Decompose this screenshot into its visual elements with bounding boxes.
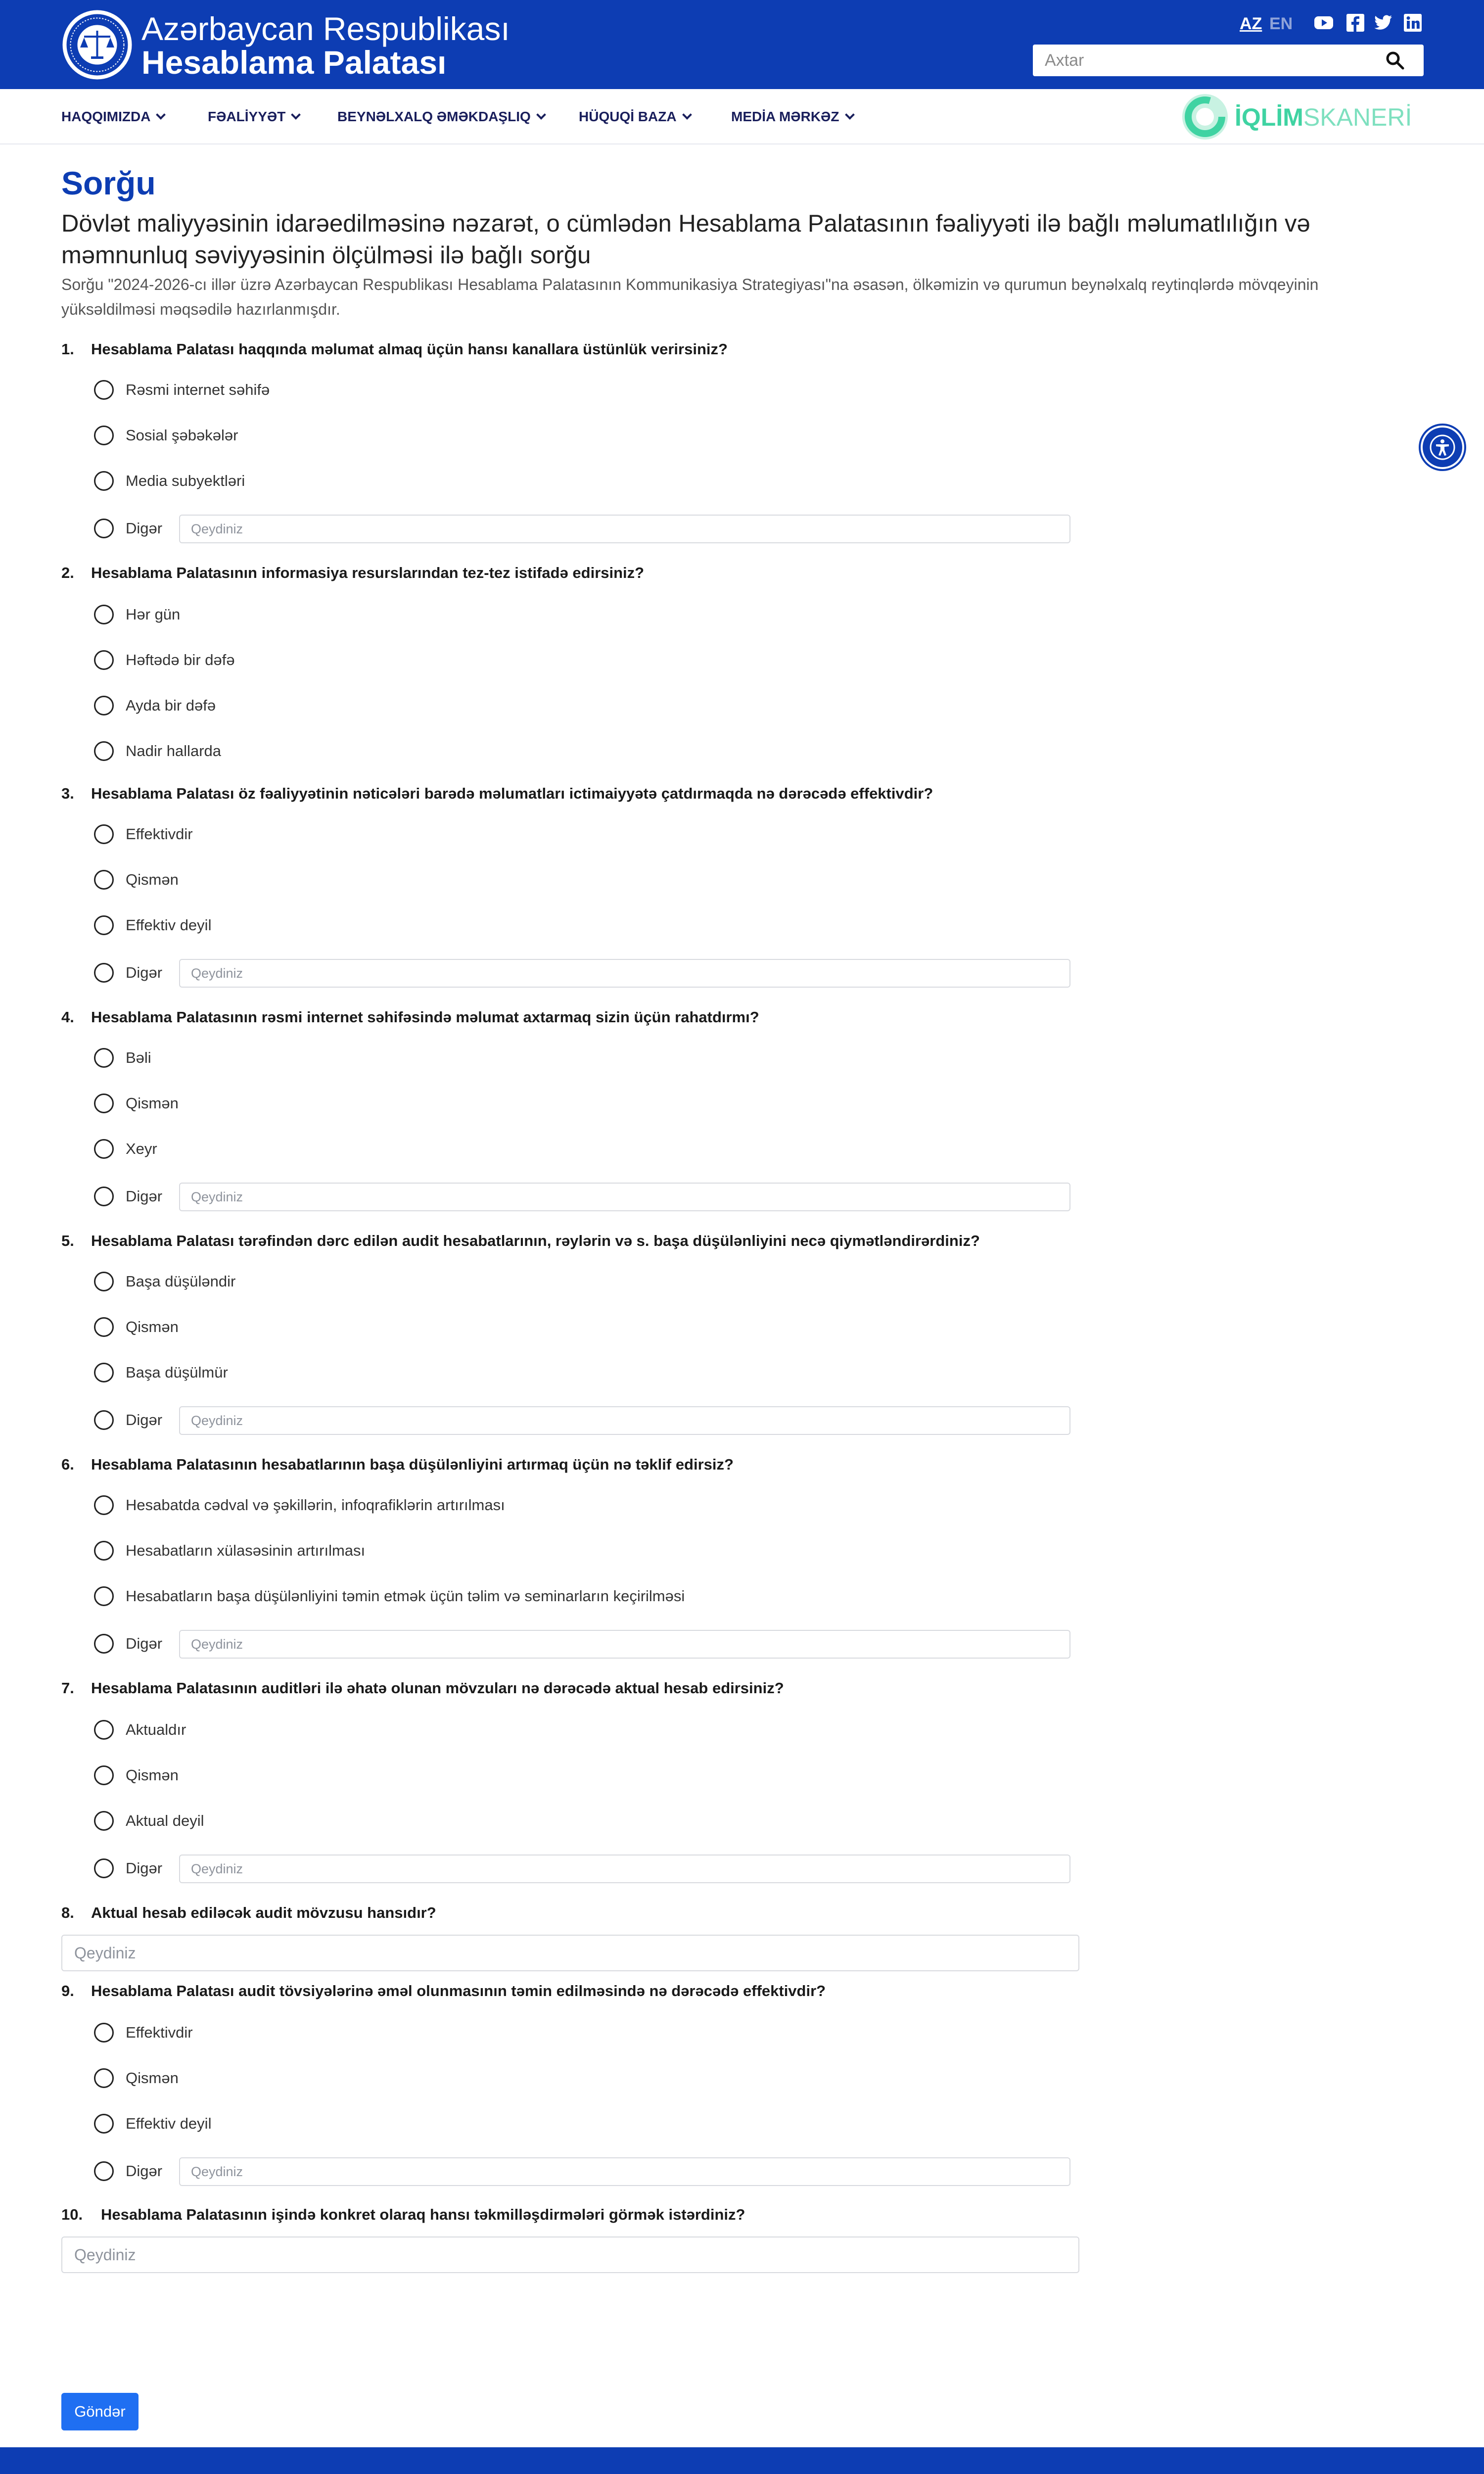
option-label: Xeyr xyxy=(126,1140,157,1157)
option-q9-3[interactable] xyxy=(94,2113,211,2135)
radio-button[interactable] xyxy=(94,1410,114,1430)
option-q5-3[interactable] xyxy=(94,1362,228,1383)
radio-button[interactable] xyxy=(94,1363,114,1382)
option-q1-3[interactable] xyxy=(94,470,245,492)
survey-subtitle: Dövlət maliyyəsinin idarəedilməsinə nəzarət, o cümlədən Hesablama Palatasının fəaliyyəti ilə bağlı məlumatlılığın və məmnunluq səviyyəsinin ölçülməsi ilə bağlı sorğu xyxy=(61,210,1310,269)
option-label: Qismən xyxy=(126,2069,179,2087)
question-text: Hesablama Palatasının informasiya resurslarından tez-tez istifadə edirsiniz? xyxy=(91,564,645,581)
radio-button[interactable] xyxy=(94,1720,114,1740)
option-label: Digər xyxy=(126,1188,163,1205)
iqlim-word-bold: İQLİM xyxy=(1235,103,1303,131)
question-number: 7. xyxy=(61,1679,74,1697)
chevron-down-icon xyxy=(845,110,855,120)
question-number: 8. xyxy=(61,1904,74,1921)
note-input-q6[interactable] xyxy=(179,1630,1070,1659)
iqlim-skaneri-banner[interactable] xyxy=(1179,91,1412,143)
option-q5-2[interactable] xyxy=(94,1316,179,1338)
language-az[interactable]: AZ xyxy=(1240,14,1262,33)
option-q4-other[interactable] xyxy=(94,1186,162,1207)
option-q2-1[interactable] xyxy=(94,604,180,625)
option-label: Digər xyxy=(126,1411,163,1428)
twitter-icon[interactable] xyxy=(1373,13,1393,33)
option-q9-2[interactable] xyxy=(94,2067,179,2089)
nav-item-label: MEDİA MƏRKƏZ xyxy=(731,109,839,124)
nav-item-label: BEYNƏLXALQ ƏMƏKDAŞLIQ xyxy=(337,109,531,124)
option-label: Media subyektləri xyxy=(126,472,245,489)
question-9 xyxy=(61,1981,826,2001)
radio-button[interactable] xyxy=(94,1317,114,1337)
option-q6-other[interactable] xyxy=(94,1633,162,1655)
option-label: Digər xyxy=(126,2162,163,2180)
youtube-icon[interactable] xyxy=(1314,13,1334,33)
question-number: 5. xyxy=(61,1232,74,1249)
radio-button[interactable] xyxy=(94,605,114,624)
nav-item-haqqimizda[interactable] xyxy=(61,107,164,127)
search-input[interactable] xyxy=(1045,45,1386,76)
option-q3-2[interactable] xyxy=(94,869,179,891)
note-input-q4[interactable] xyxy=(179,1183,1070,1211)
radio-button[interactable] xyxy=(94,1187,114,1206)
option-q9-1[interactable] xyxy=(94,2022,193,2044)
option-label: Digər xyxy=(126,1635,163,1652)
chevron-down-icon xyxy=(156,110,166,120)
question-number: 6. xyxy=(61,1456,74,1473)
radio-button[interactable] xyxy=(94,2161,114,2181)
option-label: Qismən xyxy=(126,871,179,888)
option-q4-2[interactable] xyxy=(94,1093,179,1114)
question-3 xyxy=(61,784,933,804)
submit-button[interactable]: Göndər xyxy=(61,2393,139,2430)
question-number: 1. xyxy=(61,340,74,358)
option-label: Rəsmi internet səhifə xyxy=(126,381,270,398)
option-label: Hesabatların başa düşülənliyini təmin etmək üçün təlim və seminarların keçirilməsi xyxy=(126,1587,685,1605)
chevron-down-icon xyxy=(536,110,546,120)
option-label: Qismən xyxy=(126,1766,179,1784)
brand-name-line2[interactable]: Hesablama Palatası xyxy=(141,44,447,81)
nav-item-beynelxalq[interactable] xyxy=(337,107,545,127)
option-label: Aktual deyil xyxy=(126,1812,204,1829)
chevron-down-icon xyxy=(291,110,301,120)
radio-button[interactable] xyxy=(94,1272,114,1291)
option-label: Sosial şəbəkələr xyxy=(126,427,238,444)
nav-item-label: FƏALİYYƏT xyxy=(208,109,286,124)
radio-button[interactable] xyxy=(94,471,114,491)
radio-button[interactable] xyxy=(94,380,114,400)
language-en[interactable]: EN xyxy=(1269,14,1293,33)
radio-button[interactable] xyxy=(94,1634,114,1654)
question-8 xyxy=(61,1903,436,1923)
question-7 xyxy=(61,1678,784,1698)
option-q7-3[interactable] xyxy=(94,1810,204,1832)
option-label: Effektiv deyil xyxy=(126,2115,212,2132)
question-number: 10. xyxy=(61,2206,83,2223)
question-text: Aktual hesab ediləcək audit mövzusu hansıdır? xyxy=(91,1904,436,1921)
search-box xyxy=(1033,45,1424,76)
option-q6-2[interactable] xyxy=(94,1540,365,1562)
question-text: Hesablama Palatası haqqında məlumat almaq üçün hansı kanallara üstünlük verirsiniz? xyxy=(91,340,728,358)
radio-button[interactable] xyxy=(94,915,114,935)
question-number: 4. xyxy=(61,1008,74,1026)
radio-button[interactable] xyxy=(94,2023,114,2043)
option-q1-2[interactable] xyxy=(94,425,238,446)
radio-button[interactable] xyxy=(94,696,114,715)
question-6 xyxy=(61,1455,734,1475)
option-label: Başa düşüləndir xyxy=(126,1273,236,1290)
option-q7-2[interactable] xyxy=(94,1764,179,1786)
option-q1-1[interactable] xyxy=(94,379,270,401)
option-label: Hesabatların xülasəsinin artırılması xyxy=(126,1542,366,1559)
question-10 xyxy=(61,2205,745,2225)
option-q3-3[interactable] xyxy=(94,914,211,936)
radio-button[interactable] xyxy=(94,1139,114,1159)
iqlim-ring-icon xyxy=(1179,91,1231,143)
nav-item-label: HÜQUQİ BAZA xyxy=(579,109,677,124)
option-label: Digər xyxy=(126,1859,163,1877)
question-text: Hesablama Palatasının rəsmi internet səhifəsində məlumat axtarmaq sizin üçün rahatdırmı? xyxy=(91,1008,759,1026)
option-label: Effektivdir xyxy=(126,2024,193,2041)
radio-button[interactable] xyxy=(94,1811,114,1831)
option-q2-2[interactable] xyxy=(94,649,235,671)
radio-button[interactable] xyxy=(94,519,114,538)
radio-button[interactable] xyxy=(94,650,114,670)
question-text: Hesablama Palatasının auditləri ilə əhatə olunan mövzuları nə dərəcədə aktual hesab edirsiniz? xyxy=(91,1679,784,1697)
question-text: Hesablama Palatası tərəfindən dərc edilən audit hesabatlarının, rəylərin və s. başa düşülənliyini necə qiymətləndirərdiniz? xyxy=(91,1232,980,1249)
iqlim-wordmark xyxy=(1235,105,1412,130)
note-input-q10[interactable] xyxy=(61,2236,1079,2273)
option-q2-3[interactable] xyxy=(94,695,216,716)
nav-item-media-merkez[interactable] xyxy=(731,107,853,127)
option-label: Qismən xyxy=(126,1094,179,1112)
main-navigation xyxy=(0,89,1484,144)
radio-button[interactable] xyxy=(94,1048,114,1068)
site-footer xyxy=(0,2447,1484,2474)
search-icon[interactable] xyxy=(1385,50,1405,70)
note-input-q3[interactable] xyxy=(179,959,1070,988)
radio-button[interactable] xyxy=(94,1858,114,1878)
note-input-q8[interactable] xyxy=(61,1935,1079,1971)
option-label: Effektivdir xyxy=(126,825,193,843)
radio-button[interactable] xyxy=(94,824,114,844)
question-number: 9. xyxy=(61,1982,74,1999)
option-label: Aktualdır xyxy=(126,1721,186,1738)
option-q3-1[interactable] xyxy=(94,823,193,845)
option-q4-1[interactable] xyxy=(94,1047,151,1069)
option-label: Başa düşülmür xyxy=(126,1364,228,1381)
page-title: Sorğu xyxy=(61,165,156,201)
question-5 xyxy=(61,1231,980,1251)
nav-item-fealiyyet[interactable] xyxy=(208,107,299,127)
brand-name-line1[interactable]: Azərbaycan Respublikası xyxy=(141,10,510,47)
radio-button[interactable] xyxy=(94,1094,114,1113)
option-label: Digər xyxy=(126,964,163,981)
facebook-icon[interactable] xyxy=(1345,13,1365,33)
option-q6-1[interactable] xyxy=(94,1494,505,1516)
option-q1-other[interactable] xyxy=(94,518,162,539)
question-4 xyxy=(61,1007,759,1027)
iqlim-word-light: SKANERİ xyxy=(1303,103,1412,131)
option-label: Bəli xyxy=(126,1049,151,1066)
nav-item-label: HAQQIMIZDA xyxy=(61,109,151,124)
radio-button[interactable] xyxy=(94,963,114,983)
nav-item-huquqi-baza[interactable] xyxy=(579,107,691,127)
option-label: Qismən xyxy=(126,1318,179,1335)
emblem-logo-icon[interactable] xyxy=(61,9,133,81)
linkedin-icon[interactable] xyxy=(1403,13,1423,33)
option-label: Nadir hallarda xyxy=(126,742,221,760)
accessibility-button[interactable] xyxy=(1421,426,1464,469)
option-q7-1[interactable] xyxy=(94,1719,186,1741)
chevron-down-icon xyxy=(682,110,692,120)
note-input-q9[interactable] xyxy=(179,2157,1070,2186)
radio-button[interactable] xyxy=(94,870,114,890)
option-q3-other[interactable] xyxy=(94,962,162,984)
option-label: Hesabatda cədval və şəkillərin, infoqrafiklərin artırılması xyxy=(126,1496,505,1514)
note-input-q7[interactable] xyxy=(179,1855,1070,1883)
note-input-q1[interactable] xyxy=(179,515,1070,543)
question-text: Hesablama Palatasının hesabatlarının başa düşülənliyini artırmaq üçün nə təklif edirsiz? xyxy=(91,1456,734,1473)
radio-button[interactable] xyxy=(94,426,114,445)
option-q5-other[interactable] xyxy=(94,1409,162,1431)
site-header xyxy=(0,0,1484,89)
radio-button[interactable] xyxy=(94,2114,114,2134)
question-text: Hesablama Palatasının işində konkret olaraq hansı təkmilləşdirmələri görmək istərdiniz? xyxy=(101,2206,745,2223)
option-q2-4[interactable] xyxy=(94,740,221,762)
question-text: Hesablama Palatası audit tövsiyələrinə əməl olunmasının təmin edilməsində nə dərəcədə effektivdir? xyxy=(91,1982,826,1999)
option-q5-1[interactable] xyxy=(94,1271,235,1292)
option-label: Digər xyxy=(126,520,163,537)
option-label: Effektiv deyil xyxy=(126,916,212,934)
question-number: 3. xyxy=(61,785,74,802)
question-1 xyxy=(61,339,728,359)
option-label: Hər gün xyxy=(126,606,181,623)
accessibility-icon xyxy=(1430,434,1455,460)
question-text: Hesablama Palatası öz fəaliyyətinin nəticələri barədə məlumatları ictimaiyyətə çatdırmaqda nə dərəcədə effektivdir? xyxy=(91,785,933,802)
radio-button[interactable] xyxy=(94,1765,114,1785)
option-q9-other[interactable] xyxy=(94,2160,162,2182)
radio-button[interactable] xyxy=(94,741,114,761)
option-q4-3[interactable] xyxy=(94,1138,157,1160)
option-q6-3[interactable] xyxy=(94,1585,685,1607)
option-label: Ayda bir dəfə xyxy=(126,697,216,714)
question-2 xyxy=(61,563,644,583)
radio-button[interactable] xyxy=(94,1586,114,1606)
survey-intro: Sorğu "2024-2026-cı illər üzrə Azərbaycan Respublikası Hesablama Palatasının Kommunikasiya Strategiyası"na əsasən, ölkəmizin və qurumun beynəlxalq reytinqlərdə mövqeyinin yüksəldilməsi məqsədilə hazırlanmışdır. xyxy=(61,276,1319,318)
radio-button[interactable] xyxy=(94,1495,114,1515)
option-label: Həftədə bir dəfə xyxy=(126,651,235,668)
option-q7-other[interactable] xyxy=(94,1857,162,1879)
note-input-q5[interactable] xyxy=(179,1406,1070,1435)
radio-button[interactable] xyxy=(94,2068,114,2088)
radio-button[interactable] xyxy=(94,1541,114,1561)
question-number: 2. xyxy=(61,564,74,581)
